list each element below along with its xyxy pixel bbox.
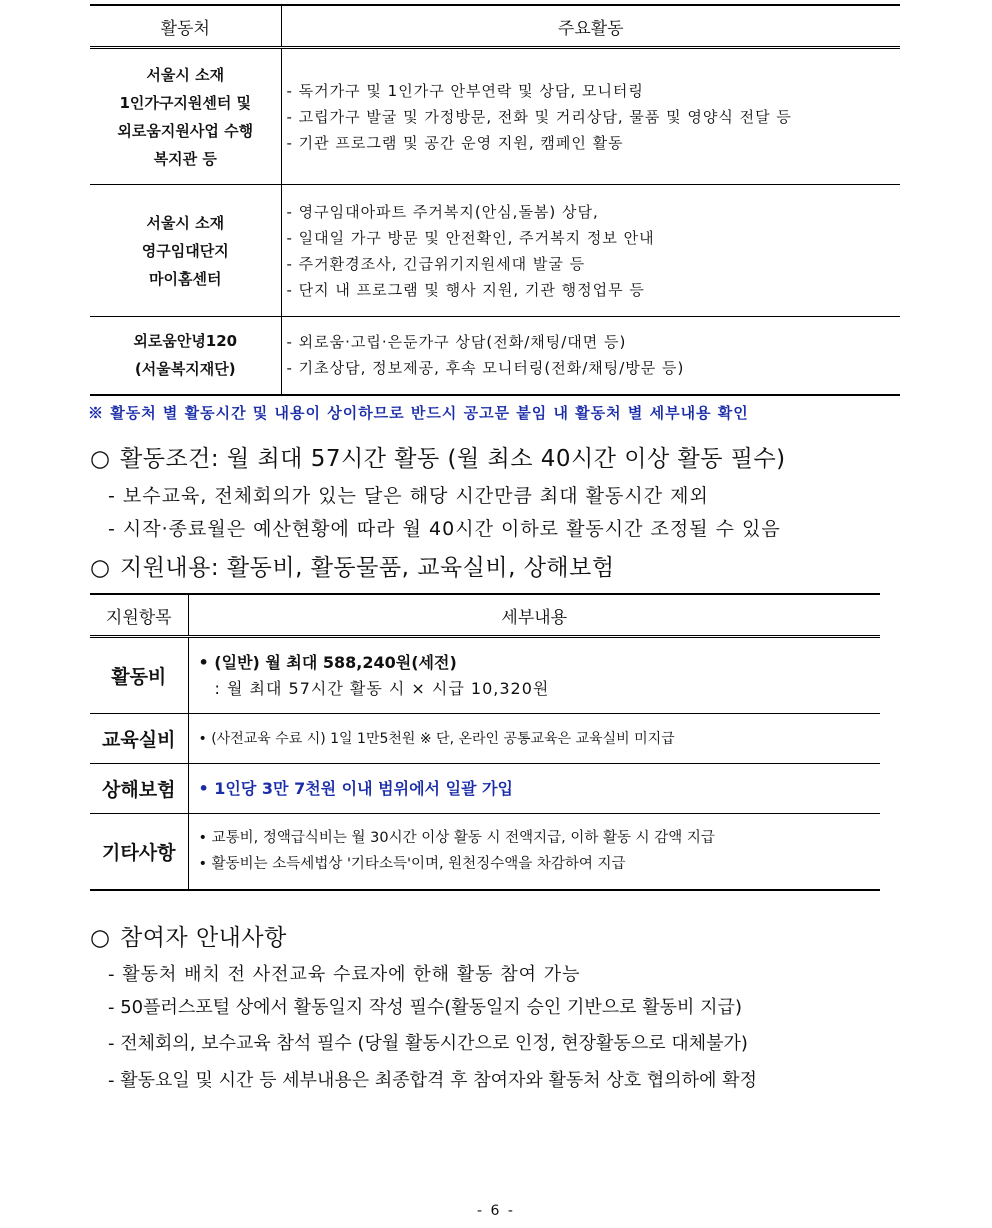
place-line: 영구임대단지 <box>141 241 229 260</box>
activity-line: - 단지 내 프로그램 및 행사 지원, 기관 행정업무 등 <box>286 280 645 299</box>
detail-cell <box>188 764 880 814</box>
list-item: - 활동처 배치 전 사전교육 수료자에 한해 활동 참여 가능 <box>108 964 581 985</box>
col-header-detail: 세부내용 <box>188 594 880 637</box>
detail-cell <box>188 637 880 714</box>
activity-line: - 기초상담, 정보제공, 후속 모니터링(전화/채팅/방문 등) <box>286 359 685 378</box>
support-details-table <box>90 593 880 891</box>
table-row <box>90 48 900 185</box>
place-cell <box>90 317 281 395</box>
activity-line: - 일대일 가구 방문 및 안전확인, 주거복지 정보 안내 <box>286 228 655 247</box>
place-line: 마이홈센터 <box>149 269 222 288</box>
table-row <box>90 317 900 395</box>
table-header-row <box>90 5 900 48</box>
activity-line: - 외로움·고립·은둔가구 상담(전화/채팅/대면 등) <box>286 333 627 352</box>
place-line: 외로움안녕120 <box>133 332 238 351</box>
activities-cell <box>281 48 900 185</box>
activity-line: - 영구임대아파트 주거복지(안심,돌봄) 상담, <box>286 202 599 221</box>
activity-line: - 독거가구 및 1인가구 안부연락 및 상담, 모니터링 <box>286 81 644 100</box>
place-line: 외로움지원사업 수행 <box>117 121 254 140</box>
item-cell: 활동비 <box>90 637 188 714</box>
table-row <box>90 637 880 714</box>
table-row <box>90 764 880 814</box>
detail-line: • (사전교육 수료 시) 1일 1만5천원 ※ 단, 온라인 공통교육은 교육실비 미지급 <box>198 730 675 747</box>
list-item: - 전체회의, 보수교육 참석 필수 (당월 활동시간으로 인정, 현장활동으로 대체불가) <box>108 1033 748 1054</box>
notice-text: ※ 활동처 별 활동시간 및 내용이 상이하므로 반드시 공고문 붙임 내 활동처 별 세부내용 확인 <box>88 404 749 422</box>
place-line: (서울복지재단) <box>134 360 236 379</box>
activity-line: - 주거환경조사, 긴급위기지원세대 발굴 등 <box>286 254 586 273</box>
section-title: 활동조건: 월 최대 57시간 활동 (월 최소 40시간 이상 활동 필수) <box>120 446 786 472</box>
place-line: 1인가구지원센터 및 <box>119 93 252 112</box>
place-line: 복지관 등 <box>153 149 217 168</box>
activity-places-table <box>90 4 900 396</box>
list-item: - 시작·종료월은 예산현황에 따라 월 40시간 이하로 활동시간 조정될 수 있음 <box>108 518 781 540</box>
col-header-activities: 주요활동 <box>281 5 900 48</box>
list-item: - 활동요일 및 시간 등 세부내용은 최종합격 후 참여자와 활동처 상호 협의하에 확정 <box>108 1070 757 1091</box>
item-cell: 기타사항 <box>90 814 188 890</box>
section-title: 지원내용: 활동비, 활동물품, 교육실비, 상해보험 <box>120 555 615 581</box>
activities-cell <box>281 317 900 395</box>
circle-bullet-icon: ○ <box>90 555 111 581</box>
activity-line: - 고립가구 발굴 및 가정방문, 전화 및 거리상담, 물품 및 영양식 전달 등 <box>286 107 792 126</box>
section-heading-participants <box>90 919 287 952</box>
place-line: 서울시 소재 <box>146 213 225 232</box>
col-header-item: 지원항목 <box>90 594 188 637</box>
detail-line: • 활동비는 소득세법상 '기타소득'이며, 원천징수액을 차감하여 지급 <box>198 856 626 873</box>
detail-line: • (일반) 월 최대 588,240원(세전) <box>198 652 457 672</box>
table-row <box>90 185 900 317</box>
detail-line: : 월 최대 57시간 활동 시 × 시급 10,320원 <box>214 678 550 698</box>
section-title: 참여자 안내사항 <box>120 925 287 951</box>
detail-cell <box>188 714 880 764</box>
detail-line: • 1인당 3만 7천원 이내 범위에서 일괄 가입 <box>198 778 513 798</box>
circle-bullet-icon: ○ <box>90 925 111 951</box>
place-line: 서울시 소재 <box>146 65 225 84</box>
place-cell <box>90 185 281 317</box>
activity-line: - 기관 프로그램 및 공간 운영 지원, 캠페인 활동 <box>286 133 624 152</box>
detail-cell <box>188 814 880 890</box>
detail-line: • 교통비, 정액급식비는 월 30시간 이상 활동 시 전액지급, 이하 활동 시 감액 지급 <box>198 830 715 847</box>
table-header-row <box>90 594 880 637</box>
list-item: - 보수교육, 전체회의가 있는 달은 해당 시간만큼 최대 활동시간 제외 <box>108 485 709 507</box>
circle-bullet-icon: ○ <box>90 446 111 472</box>
activities-cell <box>281 185 900 317</box>
item-cell: 교육실비 <box>90 714 188 764</box>
page-number: - 6 - <box>477 1203 515 1219</box>
col-header-place: 활동처 <box>90 5 281 48</box>
table-row <box>90 814 880 890</box>
item-cell: 상해보험 <box>90 764 188 814</box>
section-heading-conditions <box>90 440 786 473</box>
table-row <box>90 714 880 764</box>
place-cell <box>90 48 281 185</box>
section-heading-support <box>90 549 615 582</box>
list-item: - 50플러스포털 상에서 활동일지 작성 필수(활동일지 승인 기반으로 활동비 지급) <box>108 997 742 1018</box>
